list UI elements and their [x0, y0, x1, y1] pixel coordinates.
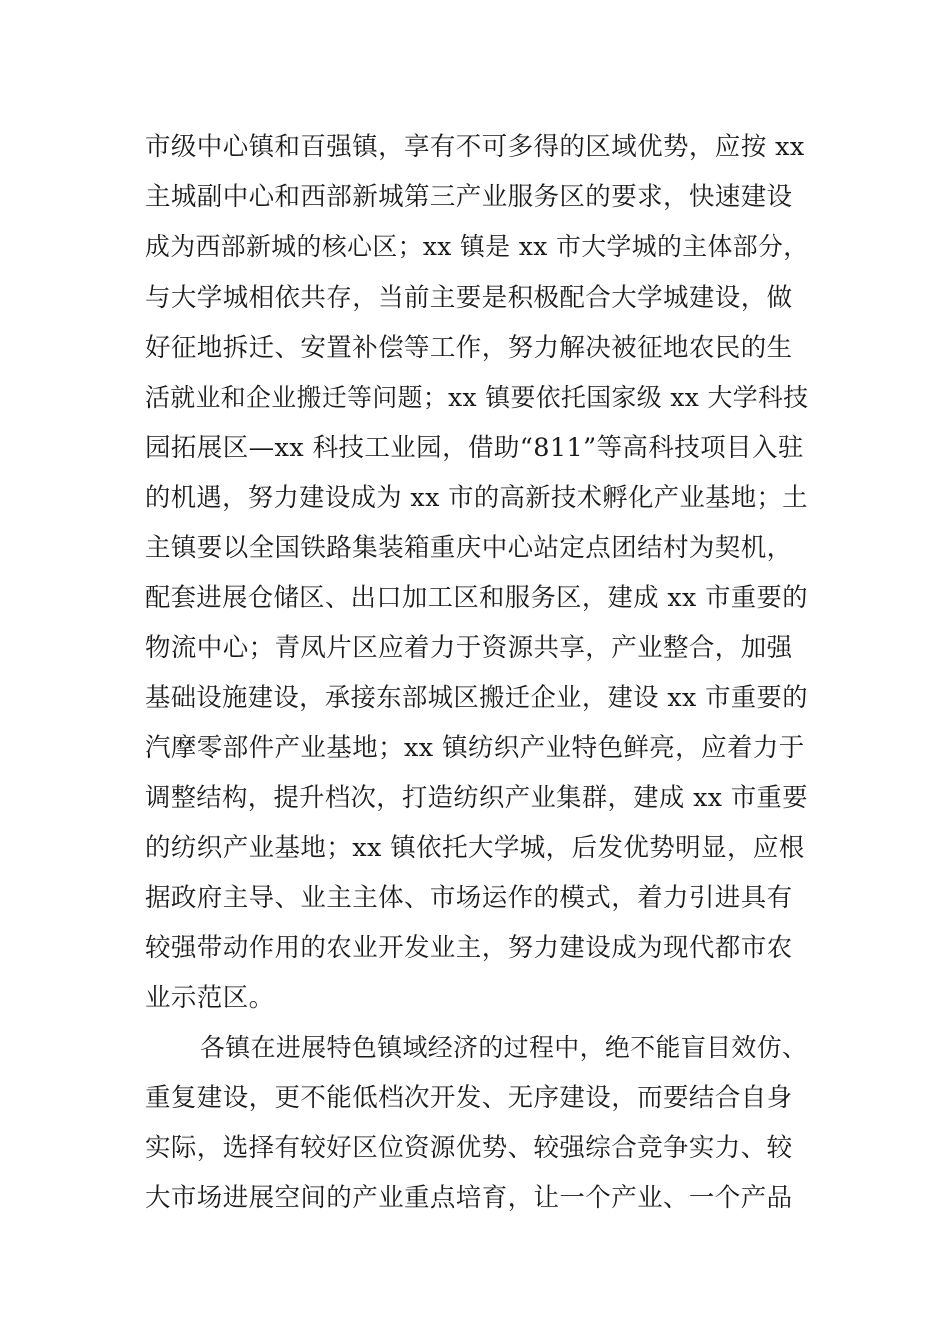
text-line: 物流中心；青凤片区应着力于资源共享，产业整合，加强	[145, 633, 793, 663]
text-line: 主镇要以全国铁路集装箱重庆中心站定点团结村为契机，	[145, 533, 793, 563]
text-line: 市级中心镇和百强镇，享有不可多得的区域优势，应按 xx	[145, 132, 805, 162]
text-line: 实际，选择有较好区位资源优势、较强综合竞争实力、较	[145, 1133, 793, 1163]
text-line: 好征地拆迁、安置补偿等工作，努力解决被征地农民的生	[145, 333, 793, 363]
text-line: 基础设施建设，承接东部城区搬迁企业，建设 xx 市重要的	[145, 683, 808, 712]
text-line: 园拓展区—xx 科技工业园，借助“811”等高科技项目入驻	[145, 433, 804, 463]
text-line: 业示范区。	[145, 983, 275, 1013]
text-line: 活就业和企业搬迁等问题；xx 镇要依托国家级 xx 大学科技	[145, 383, 809, 412]
text-line: 配套进展仓储区、出口加工区和服务区，建成 xx 市重要的	[145, 583, 808, 612]
text-line: 的纺织产业基地；xx 镇依托大学城，后发优势明显，应根	[145, 833, 805, 863]
text-line: 调整结构，提升档次，打造纺织产业集群，建成 xx 市重要	[145, 783, 808, 812]
text-line: 主城副中心和西部新城第三产业服务区的要求，快速建设	[145, 182, 793, 212]
text-line: 汽摩零部件产业基地；xx 镇纺织产业特色鲜亮，应着力于	[145, 733, 805, 763]
text-line: 各镇在进展特色镇域经济的过程中，绝不能盲目效仿、	[200, 1033, 808, 1062]
text-line: 成为西部新城的核心区；xx 镇是 xx 市大学城的主体部分，	[145, 232, 809, 261]
text-line: 较强带动作用的农业开发业主，努力建设成为现代都市农	[145, 933, 793, 963]
text-line: 大市场进展空间的产业重点培育，让一个产业、一个产品	[145, 1183, 793, 1213]
text-line: 重复建设，更不能低档次开发、无序建设，而要结合自身	[145, 1083, 793, 1113]
text-line: 据政府主导、业主主体、市场运作的模式，着力引进具有	[145, 883, 793, 913]
text-line: 与大学城相依共存，当前主要是积极配合大学城建设，做	[145, 283, 793, 313]
text-line: 的机遇，努力建设成为 xx 市的高新技术孵化产业基地；土	[145, 483, 808, 512]
